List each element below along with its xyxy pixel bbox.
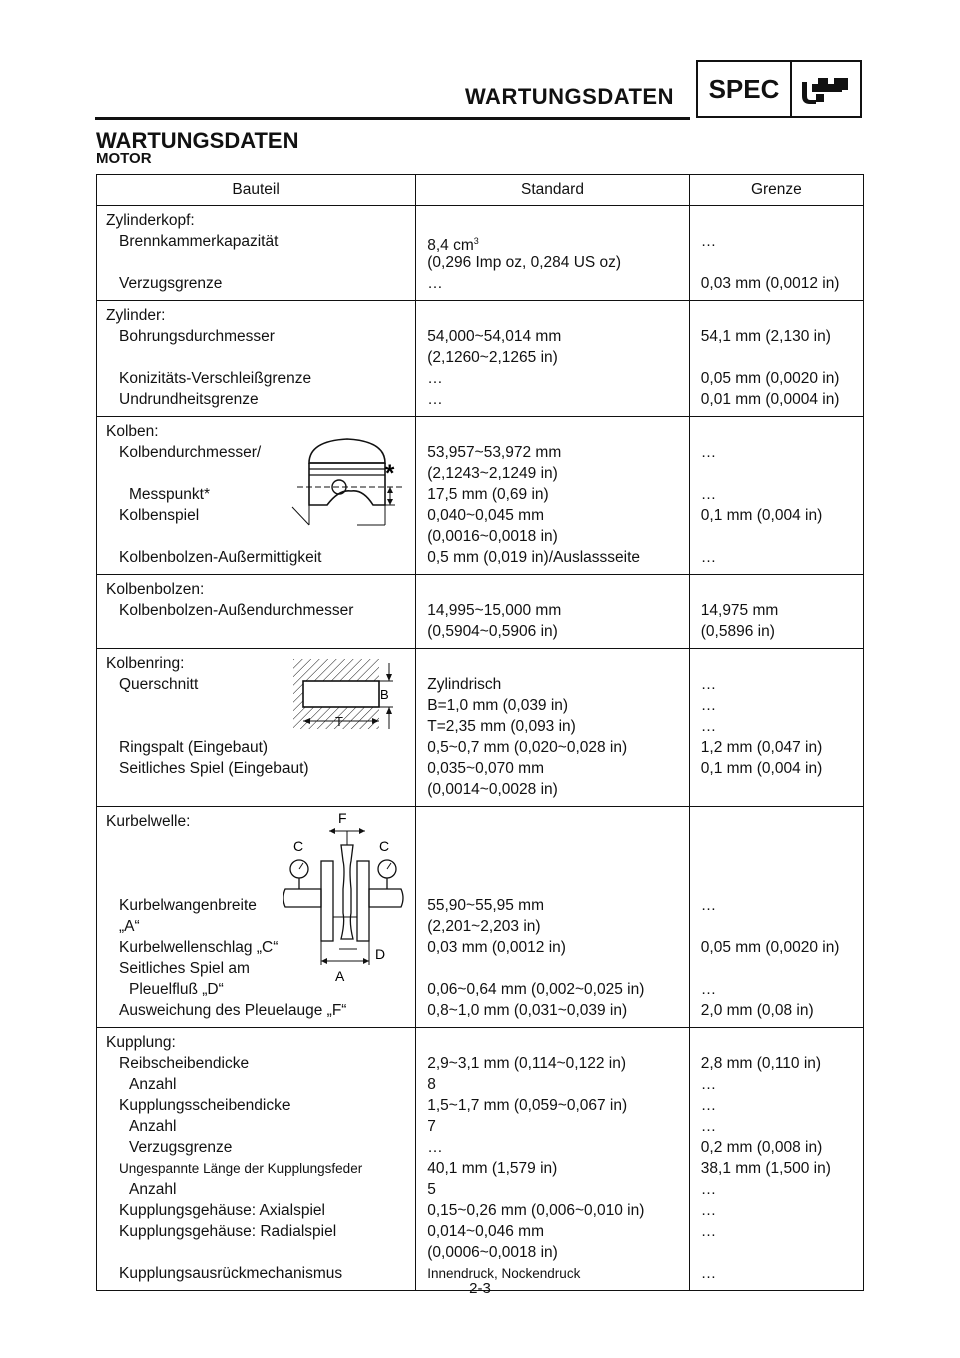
cell-text bbox=[416, 811, 689, 832]
cell-text: Zylinderkopf: bbox=[106, 212, 195, 229]
cell-text bbox=[690, 579, 863, 600]
cell-text: Querschnitt bbox=[119, 676, 199, 693]
cell-text bbox=[690, 958, 863, 979]
cell-text bbox=[690, 252, 863, 273]
cell-text: 40,1 mm (1,579 in) bbox=[427, 1160, 558, 1177]
cell-text: Kurbelwelle: bbox=[106, 813, 191, 830]
cell-text: 8 bbox=[427, 1076, 436, 1093]
cell-text: … bbox=[700, 1076, 717, 1093]
cell-text bbox=[690, 779, 863, 800]
cell-text: 0,05 mm (0,0020 in) bbox=[700, 370, 840, 387]
cell-text bbox=[97, 252, 415, 273]
cell-text bbox=[416, 231, 689, 252]
cell-text bbox=[690, 1242, 863, 1263]
cell-text: (0,5896 in) bbox=[700, 623, 775, 640]
cell-text: 2,0 mm (0,08 in) bbox=[700, 1002, 814, 1019]
cell-text: 0,15~0,26 mm (0,006~0,010 in) bbox=[427, 1202, 645, 1219]
cell-text: Ringspalt (Eingebaut) bbox=[119, 739, 269, 756]
cell-text: Kolbenbolzen: bbox=[106, 581, 205, 598]
section-title: MOTOR bbox=[96, 150, 152, 167]
cell-text: 0,035~0,070 mm bbox=[427, 760, 544, 777]
cell-text: (0,0014~0,0028 in) bbox=[427, 781, 558, 798]
cell-text: Kupplung: bbox=[106, 1034, 176, 1051]
cell-text: … bbox=[700, 486, 717, 503]
cell-text: Kupplungsgehäuse: Radialspiel bbox=[119, 1223, 337, 1240]
cell-text: 54,000~54,014 mm bbox=[427, 328, 562, 345]
cell-text: 0,06~0,64 mm (0,002~0,025 in) bbox=[427, 981, 645, 998]
cell-text bbox=[690, 305, 863, 326]
cell-text: 54,1 mm (2,130 in) bbox=[700, 328, 831, 345]
cell-text: … bbox=[700, 1202, 717, 1219]
caliper-icon bbox=[798, 74, 854, 106]
cell-text: 0,01 mm (0,0004 in) bbox=[700, 391, 840, 408]
cell-text: Kolbenring: bbox=[106, 655, 185, 672]
cell-text: … bbox=[700, 549, 717, 566]
cell-text: Ungespannte Länge der Kupplungsfeder bbox=[119, 1161, 363, 1176]
cell-value: 8,4 cm bbox=[427, 237, 474, 252]
page-title: WARTUNGSDATEN bbox=[96, 128, 299, 153]
table-header-row bbox=[97, 175, 864, 206]
cell-text: … bbox=[700, 233, 717, 250]
cell-text: 38,1 mm (1,500 in) bbox=[700, 1160, 831, 1177]
cell-text: Anzahl bbox=[129, 1118, 177, 1135]
cell-text: 1,5~1,7 mm (0,059~0,067 in) bbox=[427, 1097, 628, 1114]
cell-text: Innendruck, Nockendruck bbox=[427, 1266, 581, 1281]
table-row-kurbelwelle bbox=[97, 807, 864, 1028]
cell-text bbox=[690, 853, 863, 874]
cell-text: 0,5~0,7 mm (0,020~0,028 in) bbox=[427, 739, 628, 756]
cell-text: 14,975 mm bbox=[700, 602, 779, 619]
cell-text: Zylindrisch bbox=[427, 676, 502, 693]
cell-text: … bbox=[427, 391, 443, 408]
cell-text: Brennkammerkapazität bbox=[119, 233, 279, 250]
cell-text: Kurbelwangenbreite bbox=[119, 897, 257, 914]
cell-text: 0,014~0,046 mm bbox=[427, 1223, 544, 1240]
cell-text: (0,0016~0,0018 in) bbox=[427, 528, 558, 545]
cell-text bbox=[690, 832, 863, 853]
cell-text: … bbox=[700, 1118, 717, 1135]
cell-text: 7 bbox=[427, 1118, 436, 1135]
cell-text: Kurbelwellenschlag „C“ bbox=[119, 939, 279, 956]
cell-text: … bbox=[700, 444, 717, 461]
cell-text bbox=[690, 421, 863, 442]
cell-text: B=1,0 mm (0,039 in) bbox=[427, 697, 569, 714]
cell-text bbox=[690, 811, 863, 832]
cell-text: Zylinder: bbox=[106, 307, 166, 324]
cell-text bbox=[690, 347, 863, 368]
cell-text: Kolbendurchmesser/ bbox=[119, 444, 262, 461]
cell-text: Kolben: bbox=[106, 423, 159, 440]
page-number: 2-3 bbox=[469, 1280, 491, 1297]
cell-text: 2,8 mm (0,110 in) bbox=[700, 1055, 822, 1072]
cell-text bbox=[97, 1242, 415, 1263]
cell-text: … bbox=[427, 275, 443, 292]
cell-text: 0,1 mm (0,004 in) bbox=[700, 760, 823, 777]
spec-badge bbox=[696, 60, 862, 118]
cell-text: Anzahl bbox=[129, 1181, 177, 1198]
cell-text bbox=[416, 958, 689, 979]
cell-text bbox=[690, 916, 863, 937]
cell-text: … bbox=[427, 1139, 443, 1156]
cell-text: Messpunkt* bbox=[129, 486, 210, 503]
cell-text: 55,90~55,95 mm bbox=[427, 897, 544, 914]
cell-text: … bbox=[700, 718, 717, 735]
table-row-kolbenbolzen bbox=[97, 575, 864, 649]
cell-text: … bbox=[700, 1181, 717, 1198]
header-title: WARTUNGSDATEN bbox=[465, 84, 674, 109]
cell-text: Kolbenbolzen-Außermittigkeit bbox=[119, 549, 322, 566]
cell-text: „A“ bbox=[119, 918, 140, 935]
cell-text: (2,1243~2,1249 in) bbox=[427, 465, 558, 482]
cell-text: 0,03 mm (0,0012 in) bbox=[700, 275, 840, 292]
cell-text: Kupplungsscheibendicke bbox=[119, 1097, 291, 1114]
label-a: A bbox=[335, 968, 345, 984]
cell-text bbox=[416, 210, 689, 231]
cell-text: … bbox=[700, 981, 717, 998]
cell-text bbox=[690, 1032, 863, 1053]
cell-text: 53,957~53,972 mm bbox=[427, 444, 562, 461]
header-rule bbox=[95, 117, 690, 120]
cell-text bbox=[416, 832, 689, 853]
cell-text: (0,296 Imp oz, 0,284 US oz) bbox=[427, 254, 622, 271]
cell-text bbox=[416, 874, 689, 895]
piston-diagram bbox=[287, 425, 407, 535]
cell-text bbox=[416, 579, 689, 600]
crankshaft-diagram bbox=[283, 809, 409, 987]
cell-text: 0,8~1,0 mm (0,031~0,039 in) bbox=[427, 1002, 628, 1019]
cell-text: … bbox=[700, 697, 717, 714]
table-row-zylinderkopf bbox=[97, 206, 864, 301]
label-d: D bbox=[375, 946, 386, 962]
column-header-bauteil: Bauteil bbox=[97, 175, 416, 206]
spec-badge-label: SPEC bbox=[698, 62, 792, 116]
cell-text: … bbox=[700, 897, 717, 914]
cell-text: Kupplungsgehäuse: Axialspiel bbox=[119, 1202, 325, 1219]
cell-text: Konizitäts-Verschleißgrenze bbox=[119, 370, 312, 387]
cell-text: Seitliches Spiel am bbox=[119, 960, 250, 977]
label-c-right: C bbox=[379, 838, 390, 854]
cell-text: Kupplungsausrückmechanismus bbox=[119, 1265, 343, 1282]
cell-text bbox=[97, 347, 415, 368]
cell-text: 1,2 mm (0,047 in) bbox=[700, 739, 823, 756]
cell-text: Reibscheibendicke bbox=[119, 1055, 250, 1072]
cell-text: Ausweichung des Pleuelauge „F“ bbox=[119, 1002, 347, 1019]
cell-text: … bbox=[700, 1097, 717, 1114]
cell-text: … bbox=[700, 676, 717, 693]
column-header-standard: Standard bbox=[416, 175, 690, 206]
cell-text: Kolbenspiel bbox=[119, 507, 200, 524]
cell-text bbox=[690, 463, 863, 484]
ring-dim-b: B bbox=[380, 687, 389, 702]
cell-text: … bbox=[700, 1223, 717, 1240]
cell-text: 0,5 mm (0,019 in)/Auslassseite bbox=[427, 549, 641, 566]
cell-text: 0,05 mm (0,0020 in) bbox=[700, 939, 840, 956]
cell-text: Anzahl bbox=[129, 1076, 177, 1093]
column-header-grenze: Grenze bbox=[689, 175, 863, 206]
cell-text bbox=[97, 779, 415, 800]
piston-ring-diagram bbox=[289, 655, 399, 739]
table-row-zylinder bbox=[97, 301, 864, 417]
cell-text: 2,9~3,1 mm (0,114~0,122 in) bbox=[427, 1055, 626, 1072]
cell-text bbox=[416, 653, 689, 674]
cell-text: (0,0006~0,0018 in) bbox=[427, 1244, 558, 1261]
cell-text: (0,5904~0,5906 in) bbox=[427, 623, 558, 640]
label-c-left: C bbox=[293, 838, 304, 854]
cell-text bbox=[690, 210, 863, 231]
cell-text: Undrundheitsgrenze bbox=[119, 391, 259, 408]
cell-text bbox=[416, 305, 689, 326]
cell-text: 17,5 mm (0,69 in) bbox=[427, 486, 549, 503]
table-row-kupplung bbox=[97, 1028, 864, 1291]
cell-text: 0,040~0,045 mm bbox=[427, 507, 544, 524]
cell-text bbox=[416, 853, 689, 874]
cell-text: T=2,35 mm (0,093 in) bbox=[427, 718, 576, 735]
cell-text bbox=[690, 526, 863, 547]
ring-dim-t: T bbox=[335, 714, 343, 729]
cell-text bbox=[97, 621, 415, 642]
cell-text: 14,995~15,000 mm bbox=[427, 602, 562, 619]
unit-superscript: 3 bbox=[473, 236, 479, 246]
cell-text: … bbox=[700, 1265, 717, 1282]
cell-text: Bohrungsdurchmesser bbox=[119, 328, 275, 345]
cell-text bbox=[690, 653, 863, 674]
cell-text: (2,201~2,203 in) bbox=[427, 918, 541, 935]
cell-text bbox=[416, 421, 689, 442]
table-row-kolbenring bbox=[97, 649, 864, 807]
cell-text: 0,2 mm (0,008 in) bbox=[700, 1139, 823, 1156]
cell-text: Verzugsgrenze bbox=[129, 1139, 233, 1156]
label-f: F bbox=[338, 810, 347, 826]
cell-text: Seitliches Spiel (Eingebaut) bbox=[119, 760, 309, 777]
messpunkt-marker: * bbox=[385, 460, 395, 487]
cell-text: Pleuelfluß „D“ bbox=[129, 981, 224, 998]
cell-text bbox=[416, 1032, 689, 1053]
cell-text bbox=[690, 874, 863, 895]
cell-text: … bbox=[427, 370, 443, 387]
cell-text: Verzugsgrenze bbox=[119, 275, 223, 292]
cell-text: (2,1260~2,1265 in) bbox=[427, 349, 558, 366]
table-row-kolben bbox=[97, 417, 864, 575]
cell-text: Kolbenbolzen-Außendurchmesser bbox=[119, 602, 354, 619]
cell-text: 0,1 mm (0,004 in) bbox=[700, 507, 823, 524]
spec-table bbox=[96, 174, 864, 1291]
cell-text: 5 bbox=[427, 1181, 436, 1198]
cell-text: 0,03 mm (0,0012 in) bbox=[427, 939, 566, 956]
